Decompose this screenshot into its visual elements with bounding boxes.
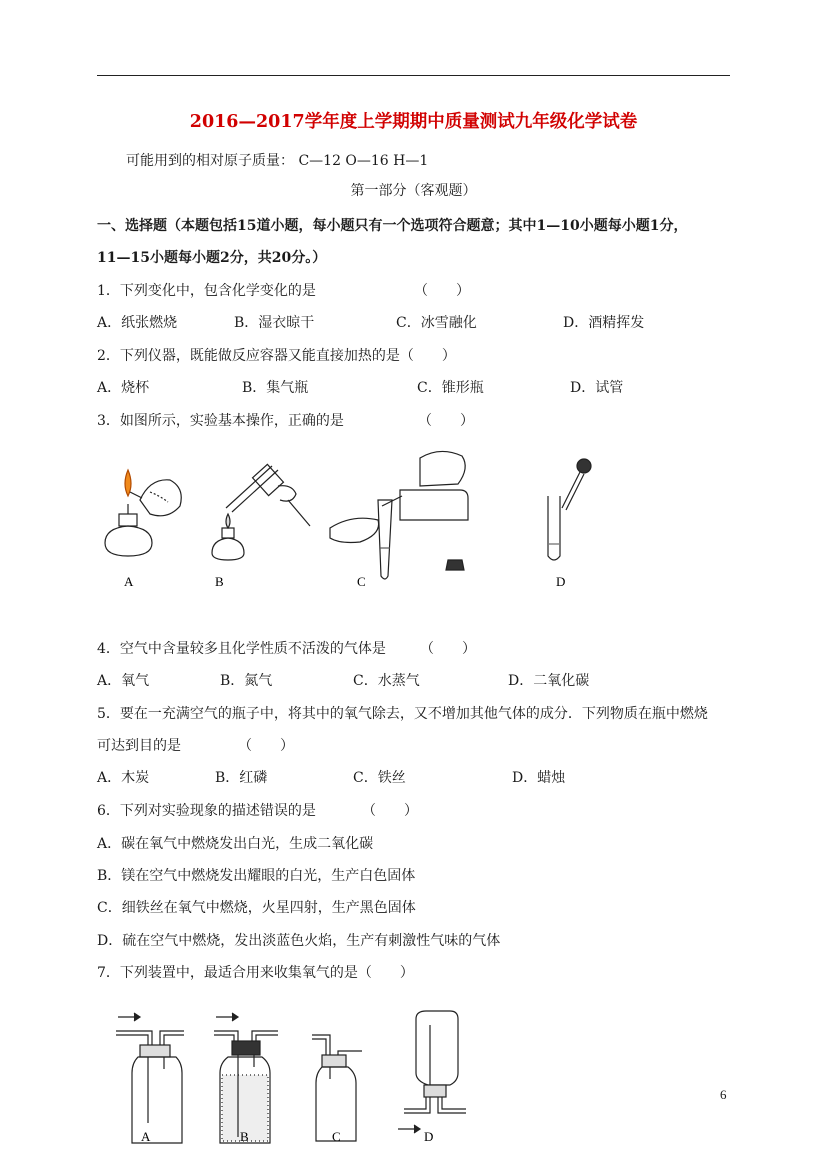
part-heading: 第一部分（客观题） — [350, 183, 477, 199]
question-2-option-c: C．锥形瓶 — [417, 380, 484, 396]
figure-7-label-b: B — [240, 1129, 249, 1144]
atomic-mass-line: 可能用到的相对原子质量： C—12 O—16 H—1 — [126, 153, 429, 169]
figure-7-label-c: C — [332, 1129, 341, 1144]
figure-3-label-d: D — [556, 574, 566, 589]
section-instructions-line2: 11—15小题每小题2分，共20分。） — [97, 250, 327, 266]
question-2-option-d: D．试管 — [570, 380, 624, 396]
section-instructions-line1: 一、选择题（本题包括15道小题，每小题只有一个选项符合题意；其中1—10小题每小题1分， — [97, 218, 688, 234]
alcohol-lamp-lighting-illustration — [105, 470, 181, 556]
question-5-stem-continued: 可达到目的是 — [97, 738, 181, 754]
question-1-stem: 1．下列变化中，包含化学变化的是 — [97, 283, 316, 299]
question-6-option-d: D．硫在空气中燃烧，发出淡蓝色火焰，生产有刺激性气味的气体 — [97, 933, 501, 949]
exam-title: 2016—2017学年度上学期期中质量测试九年级化学试卷 — [189, 112, 638, 132]
question-5-option-b: B．红磷 — [215, 770, 268, 786]
question-6-option-b: B．镁在空气中燃烧发出耀眼的白光，生产白色固体 — [97, 868, 416, 884]
question-6-stem: 6．下列对实验现象的描述错误的是 — [97, 803, 316, 819]
question-6-option-c: C．细铁丝在氧气中燃烧，火星四射，生产黑色固体 — [97, 900, 416, 916]
question-2-stem: 2．下列仪器，既能做反应容器又能直接加热的是（ ） — [97, 348, 456, 364]
figure-7-label-d: D — [424, 1129, 434, 1144]
question-4-bracket: （ ） — [420, 641, 476, 657]
figure-3-label-b: B — [215, 574, 224, 589]
question-1-option-a: A．纸张燃烧 — [97, 315, 178, 331]
question-4-option-a: A．氧气 — [97, 673, 150, 689]
question-5-stem: 5．要在一充满空气的瓶子中，将其中的氧气除去，又不增加其他气体的成分．下列物质在瓶中燃烧 — [97, 706, 708, 722]
question-3-stem: 3．如图所示，实验基本操作，正确的是 — [97, 413, 344, 429]
test-tube-heating-illustration — [212, 464, 310, 560]
question-2-option-b: B．集气瓶 — [242, 380, 309, 396]
question-2-option-a: A．烧杯 — [97, 380, 150, 396]
question-5-option-a: A．木炭 — [97, 770, 150, 786]
question-1-option-c: C．冰雪融化 — [396, 315, 477, 331]
gas-bottle-c-illustration — [312, 1035, 362, 1141]
question-1-option-d: D．酒精挥发 — [563, 315, 645, 331]
dropper-illustration — [548, 459, 591, 560]
question-7-figure — [0, 1005, 827, 1165]
header-rule — [97, 75, 730, 76]
question-7-stem: 7．下列装置中，最适合用来收集氧气的是（ ） — [97, 965, 414, 981]
figure-7-label-a: A — [141, 1129, 151, 1144]
question-1-option-b: B．湿衣晾干 — [234, 315, 315, 331]
question-5-option-c: C．铁丝 — [353, 770, 406, 786]
page-number: 6 — [720, 1087, 727, 1102]
question-4-option-d: D．二氧化碳 — [508, 673, 590, 689]
gas-bottle-a-illustration — [116, 1013, 184, 1143]
question-6-bracket: （ ） — [362, 803, 418, 819]
question-4-stem: 4．空气中含量较多且化学性质不活泼的气体是 — [97, 641, 386, 657]
question-1-bracket: （ ） — [414, 283, 470, 299]
question-5-bracket: （ ） — [238, 738, 294, 754]
figure-3-label-c: C — [357, 574, 366, 589]
question-4-option-b: B．氮气 — [220, 673, 273, 689]
gas-bottle-d-illustration — [398, 1011, 466, 1133]
question-6-option-a: A．碳在氧气中燃烧发出白光，生成二氧化碳 — [97, 836, 374, 852]
question-4-option-c: C．水蒸气 — [353, 673, 420, 689]
question-3-figure — [0, 448, 827, 588]
gas-bottle-b-illustration — [214, 1013, 278, 1143]
question-3-bracket: （ ） — [418, 413, 474, 429]
liquid-pouring-illustration — [330, 451, 468, 579]
question-5-option-d: D．蜡烛 — [512, 770, 566, 786]
figure-3-label-a: A — [124, 574, 134, 589]
